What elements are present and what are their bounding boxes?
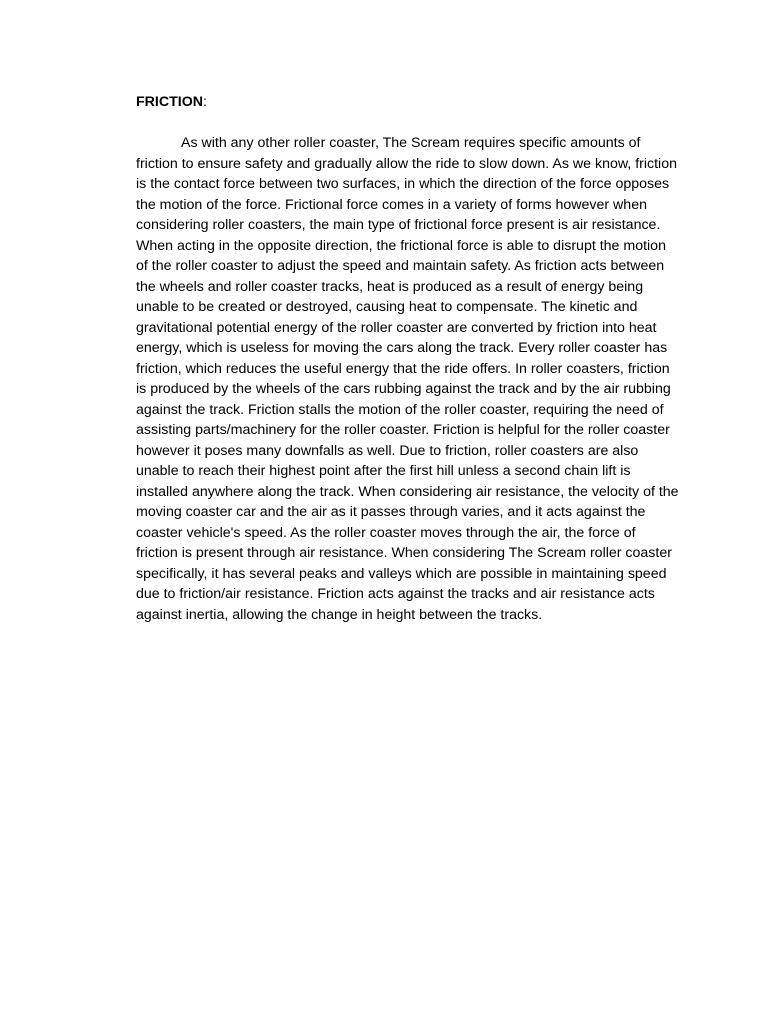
heading-title: FRICTION <box>136 94 203 110</box>
body-paragraph: As with any other roller coaster, The Scream requires specific amounts of friction to ensure safety and gradually allow the ride to slow down. As we know, friction is the contact force between two surfaces, in which the direction of the force opposes the motion of the force. Frictional force comes in a variety of forms however when considering roller coasters, the main type of frictional force present is air resistance. When acting in the opposite direction, the frictional force is able to disrupt the motion of the roller coaster to adjust the speed and maintain safety. As friction acts between the wheels and roller coaster tracks, heat is produced as a result of energy being unable to be created or destroyed, causing heat to compensate. The kinetic and gravitational potential energy of the roller coaster are converted by friction into heat energy, which is useless for moving the cars along the track. Every roller coaster has friction, which reduces the useful energy that the ride offers. In roller coasters, friction is produced by the wheels of the cars rubbing against the track and by the air rubbing against the track. Friction stalls the motion of the roller coaster, requiring the need of assisting parts/machinery for the roller coaster. Friction is helpful for the roller coaster however it poses many downfalls as well. Due to friction, roller coasters are also unable to reach their highest point after the first hill unless a second chain lift is installed anywhere along the track. When considering air resistance, the velocity of the moving coaster car and the air as it passes through varies, and it acts against the coaster vehicle's speed. As the roller coaster moves through the air, the force of friction is present through air resistance. When considering The Scream roller coaster specifically, it has several peaks and valleys which are possible in maintaining speed due to friction/air resistance. Friction acts against the tracks and air resistance acts against inertia, allowing the change in height between the tracks. <box>136 135 679 623</box>
heading-colon: : <box>203 94 207 110</box>
section-heading <box>136 92 207 113</box>
